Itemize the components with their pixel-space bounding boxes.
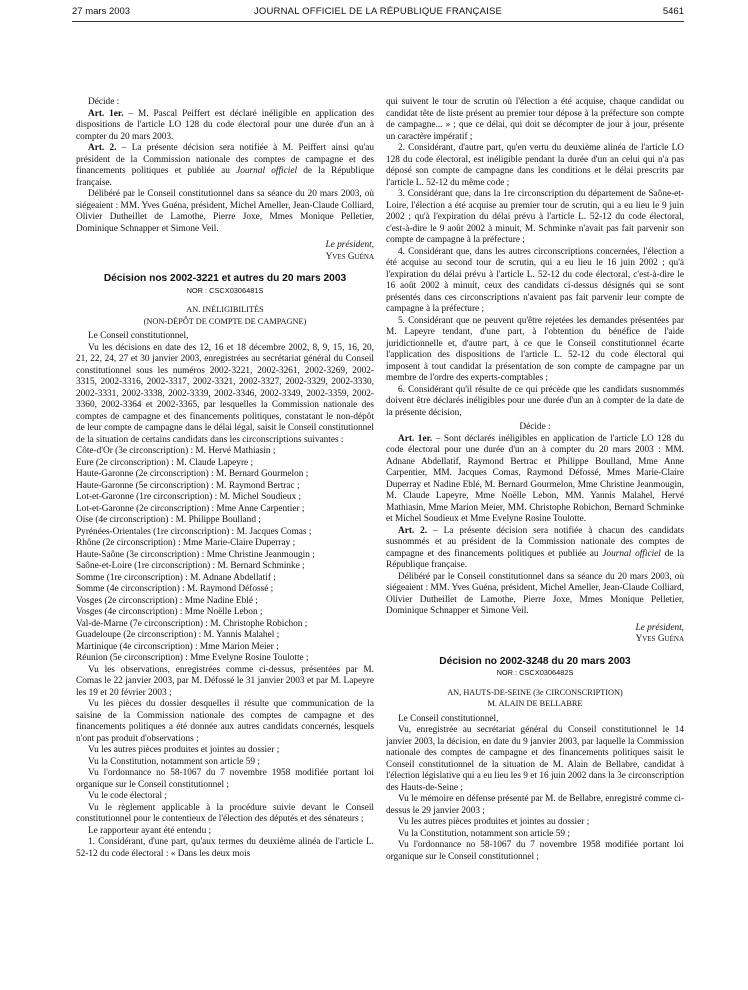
list-item: Somme (1re circonscription) : M. Adnane Abdellatif ;: [76, 572, 276, 583]
article-2: [386, 526, 684, 572]
subject-line-2: M. ALAIN DE BELLABRE: [487, 699, 583, 708]
list-item: Somme (4e circonscription) : M. Raymond Défossé ;: [76, 584, 274, 594]
list-item: Haute-Garonne (2e circonscription) : M. Bernard Gourmelon ;: [76, 469, 309, 479]
council-intro: Le Conseil constitutionnel,: [398, 713, 499, 724]
signature-title: Le président,: [635, 622, 684, 633]
article-1: [386, 434, 684, 526]
page-header: [72, 6, 684, 20]
subject-line-1: AN. INÉLIGIBILITÉS: [186, 305, 264, 314]
left-column: [76, 97, 374, 987]
considerant-3: 3. Considérant que, dans la 1re circonscription du département de Saône-et-Loire, l'élection a été acquise au premier tour de scrutin, qui a eu lieu le 9 juin 2002 ; qu'à l'expiration du délai prévu à l'article L. 52-12 du code électoral, c'est-à-dire le 9 août 2002 à minuit, M. Schminke n'avait pas fait parvenir son compte de campagne à la préfecture ;: [386, 189, 684, 245]
list-item: Oise (4e circonscription) : M. Philippe Boulland ;: [76, 515, 261, 525]
decide-heading: Décide :: [88, 97, 120, 107]
journal-officiel-ref: Journal officiel: [236, 166, 298, 176]
article-2-end: de la République française.: [76, 166, 374, 188]
visa-reglement: Vu le règlement applicable à la procédure suivie devant le Conseil constitutionnel pour le contentieux de l'élection des députés et des sénateurs ;: [76, 802, 374, 824]
article-1-text: – Sont déclarés inéligibles en application de l'article LO 128 du code électoral pour une durée d'un an à compter du 20 mars 2003 : MM. Adnane Abdellatif, Raymond Bertrac et Philippe Boulland, Mme Anne Carpentier, MM. Jacques Comas, Raymond Défossé, Mmes Marie-Claire Duperray et Nadine Eblé, M. Bernard Gourmelon, Mme Christine Jeanmougin, M. Claude Lapeyre, Mme Noëlle Lebon, MM. Yannis Malahel, Hervé Mathiasin, Mme Marion Meier, MM. Christophe Robichon, Bernard Schminke et Michel Soudieux et Mme Evelyne Rosine Toulotte.: [386, 433, 684, 524]
decision-title: Décision nos 2002-3221 et autres du 20 mars 2003: [103, 273, 347, 284]
article-2-text: – La présente décision sera notifiée à M. Peiffert ainsi qu'au président de la Commission nationale des comptes de campagne et des financements politiques et publiée au: [76, 143, 374, 176]
deliberation: Délibéré par le Conseil constitutionnel dans sa séance du 20 mars 2003, où siégeaient : MM. Yves Guéna, président, Michel Ameller, Jean-Claude Colliard, Olivier Dutheillet de Lamothe, Pierre Joxe, Mmes Monique Pelletier, Dominique Schnapper et Simone Veil.: [76, 189, 374, 234]
visa-code-electoral: Vu le code électoral ;: [88, 791, 167, 801]
header-rule: [72, 21, 684, 22]
list-item: Val-de-Marne (7e circonscription) : M. Christophe Robichon ;: [76, 618, 308, 629]
list-item: Côte-d'Or (3e circonscription) : M. Hervé Mathiasin ;: [76, 446, 276, 456]
constituency-list: [76, 446, 374, 665]
visa-ordonnance: Vu l'ordonnance no 58-1067 du 7 novembre 1958 modifiée portant loi organique sur le Conseil constitutionnel ;: [76, 768, 374, 790]
list-item: Vosges (4e circonscription) : Mme Noëlle Lebon ;: [76, 607, 263, 617]
list-item: Lot-et-Garonne (1re circonscription) : M. Michel Soudieux ;: [76, 492, 302, 502]
list-item: Rhône (2e circonscription) : Mme Marie-Claire Duperray ;: [76, 538, 296, 548]
visa-observations: Vu les observations, enregistrées comme ci-dessus, présentées par M. Comas le 22 janvier 2003, par M. Défossé le 31 janvier 2003 et par M. Lapeyre les 19 et 20 février 2003 ;: [76, 664, 374, 698]
right-column: [386, 97, 684, 987]
deliberation: Délibéré par le Conseil constitutionnel dans sa séance du 20 mars 2003, où siégeaient : MM. Yves Guéna, président, Michel Ameller, Jean-Claude Colliard, Olivier Dutheillet de Lamothe, Pierre Joxe, Mmes Monique Pelletier, Dominique Schnapper et Simone Veil.: [386, 571, 684, 616]
decision-title: Décision no 2002-3248 du 20 mars 2003: [439, 655, 631, 667]
article-2-text: – La présente décision sera notifiée à chacun des candidats susnommés et au président de la Commission nationale des comptes de campagne et des financements politiques et publiée au: [386, 525, 684, 559]
list-item: Pyrénées-Orientales (1re circonscription) : M. Jacques Comas ;: [76, 526, 312, 537]
subject-line-1: AN, HAUTS-DE-SEINE (3e CIRCONSCRIPTION): [447, 687, 623, 697]
list-item: Lot-et-Garonne (2e circonscription) : Mme Anne Carpentier ;: [76, 503, 305, 514]
list-item: Saône-et-Loire (1re circonscription) : M. Bernard Schminke ;: [76, 561, 305, 571]
signature-name: Yves Guéna: [635, 634, 684, 644]
article-2-label: Art. 2.: [398, 525, 428, 536]
considerant-1-cont: qui suivent le tour de scrutin où l'élection a été acquise, chaque candidat ou candidat tête de liste présent au premier tour dépose à la préfecture son compte de campagne... » ; que ce délai, qui doit se décompter de jour à jour, présente un caractère impératif ;: [386, 97, 684, 142]
visa-constitution: Vu la Constitution, notamment son article 59 ;: [88, 756, 260, 767]
list-item: Guadeloupe (2e circonscription) : M. Yannis Malahel ;: [76, 630, 280, 640]
visa-decisions: Vu les décisions en date des 12, 16 et 18 décembre 2002, 8, 9, 15, 16, 20, 21, 22, 24, 27 et 30 janvier 2003, enregistrées au secrétariat général du Conseil constitutionnel sous les numéros 2002-3221, 2002-3261, 2002-3269, 2002-3315, 2002-3316, 2002-3317, 2002-3321, 2002-3327, 2002-3329, 2002-3330, 2002-3331, 2002-3338, 2002-3339, 2002-3346, 2002-3349, 2002-3359, 2002-3360, 2002-3364 et 2002-3365, par lesquelles la Commission nationale des comptes de campagne et des financements politiques, constatant le non-dépôt de leur compte de campagne dans le délai légal, saisit le Conseil constitutionnel de la situation de certains candidats dans les circonscriptions suivantes :: [76, 342, 374, 445]
list-item: Martinique (4e circonscription) : Mme Marion Meier ;: [76, 641, 279, 652]
considerant-4: 4. Considérant que, dans les autres circonscriptions concernées, l'élection a été acquise au second tour de scrutin, qui a eu lieu le 16 juin 2002 ; qu'à l'expiration du délai prévu à l'article L. 52-12 du code électoral, c'est-à-dire le 16 août 2002 à minuit, ceux des candidats ci-dessus désignés qui se sont présentés dans ces circonscriptions n'avaient pas fait parvenir leur compte de campagne à la préfecture ;: [386, 246, 684, 314]
visa-memoire: Vu le mémoire en défense présenté par M. de Bellabre, enregistré comme ci-dessus le 29 janvier 2003 ;: [386, 794, 684, 816]
nor-reference: NOR : CSCX0306481S: [186, 285, 264, 295]
visa-autres-pieces: Vu les autres pièces produites et jointes au dossier ;: [398, 817, 590, 827]
visa-saisine: Vu, enregistrée au secrétariat général du Conseil constitutionnel le 14 janvier 2003, la décision, en date du 9 janvier 2003, par laquelle la Commission nationale des comptes de campagne et des financements politiques saisit le Conseil constitutionnel de la situation de M. Alain de Bellabre, candidat à l'élection législative qui a eu lieu les 9 et 16 juin 2002 dans la 3e circonscription des Hauts-de-Seine ;: [386, 725, 684, 793]
visa-pieces-dossier: Vu les pièces du dossier desquelles il résulte que communication de la saisine de la Commission nationale des comptes de campagne et des financements politiques a été donnée aux autres candidats concernés, lesquels n'ont pas produit d'observations ;: [76, 699, 374, 744]
article-1-label: Art. 1er.: [398, 433, 433, 444]
signature-name: Yves Guéna: [325, 251, 374, 262]
considerant-2: 2. Considérant, d'autre part, qu'en vertu du deuxième alinéa de l'article LO 128 du code électoral, est inéligible pendant la durée d'un an celui qui n'a pas déposé son compte de campagne dans les conditions et le délai prescrits par l'article L. 52-12 du même code ;: [386, 143, 684, 188]
considerant-6: 6. Considérant qu'il résulte de ce qui précède que les candidats susnommés doivent être déclarés inéligibles pour une durée d'un an à compter de la date de la présente décision,: [386, 384, 684, 418]
article-1-label: Art. 1er.: [88, 108, 124, 119]
signature-title: Le président,: [325, 240, 374, 250]
article-2: [76, 143, 374, 189]
list-item: Vosges (2e circonscription) : Mme Nadine Eblé ;: [76, 595, 258, 606]
subject-line-2: (NON-DÉPÔT DE COMPTE DE CAMPAGNE): [143, 316, 307, 326]
visa-ordonnance: Vu l'ordonnance no 58-1067 du 7 novembre 1958 modifiée portant loi organique sur le Conseil constitutionnel ;: [386, 840, 684, 862]
decide-heading: Décide :: [519, 422, 551, 432]
considerant-1: 1. Considérant, d'une part, qu'aux termes du deuxième alinéa de l'article L. 52-12 du code électoral : « Dans les deux mois: [76, 837, 374, 859]
considerant-5: 5. Considérant que ne peuvent qu'être rejetées les demandes présentées par M. Lapeyre tendant, d'une part, à l'obtention du bénéfice de l'aide juridictionnelle et, d'autre part, à ce que le Conseil constitutionnel écarte l'application des dispositions de l'article L. 52-12 du code électoral qui imposent à tout candidat la présentation de son compte de campagne par un membre de l'ordre des experts-comptables ;: [386, 315, 684, 383]
article-2-end: de la République française.: [386, 548, 684, 570]
visa-rapporteur: Le rapporteur ayant été entendu ;: [88, 825, 212, 836]
nor-reference: NOR : CSCX0306482S: [496, 668, 574, 677]
page-number: 5461: [662, 6, 684, 17]
article-1: [76, 109, 374, 144]
visa-autres-pieces: Vu les autres pièces produites et jointes au dossier ;: [88, 745, 280, 755]
article-1-text: – M. Pascal Peiffert est déclaré inéligible en application des dispositions de l'article LO 128 du code électoral pour une durée d'un an à compter du 20 mars 2003.: [76, 108, 374, 142]
council-intro: Le Conseil constitutionnel,: [88, 331, 189, 341]
journal-title: JOURNAL OFFICIEL DE LA RÉPUBLIQUE FRANÇAISE: [253, 6, 503, 17]
journal-officiel-ref: Journal officiel: [602, 548, 661, 559]
list-item: Haute-Garonne (5e circonscription) : M. Raymond Bertrac ;: [76, 480, 300, 491]
visa-constitution: Vu la Constitution, notamment son article 59 ;: [398, 828, 570, 839]
list-item: Eure (2e circonscription) : M. Claude Lapeyre ;: [76, 457, 254, 468]
header-date: 27 mars 2003: [72, 6, 131, 17]
list-item: Haute-Saône (3e circonscription) : Mme Christine Jeanmougin ;: [76, 549, 315, 560]
article-2-label: Art. 2.: [88, 143, 117, 153]
list-item: Réunion (5e circonscription) : Mme Evelyne Rosine Toulotte ;: [76, 653, 309, 663]
